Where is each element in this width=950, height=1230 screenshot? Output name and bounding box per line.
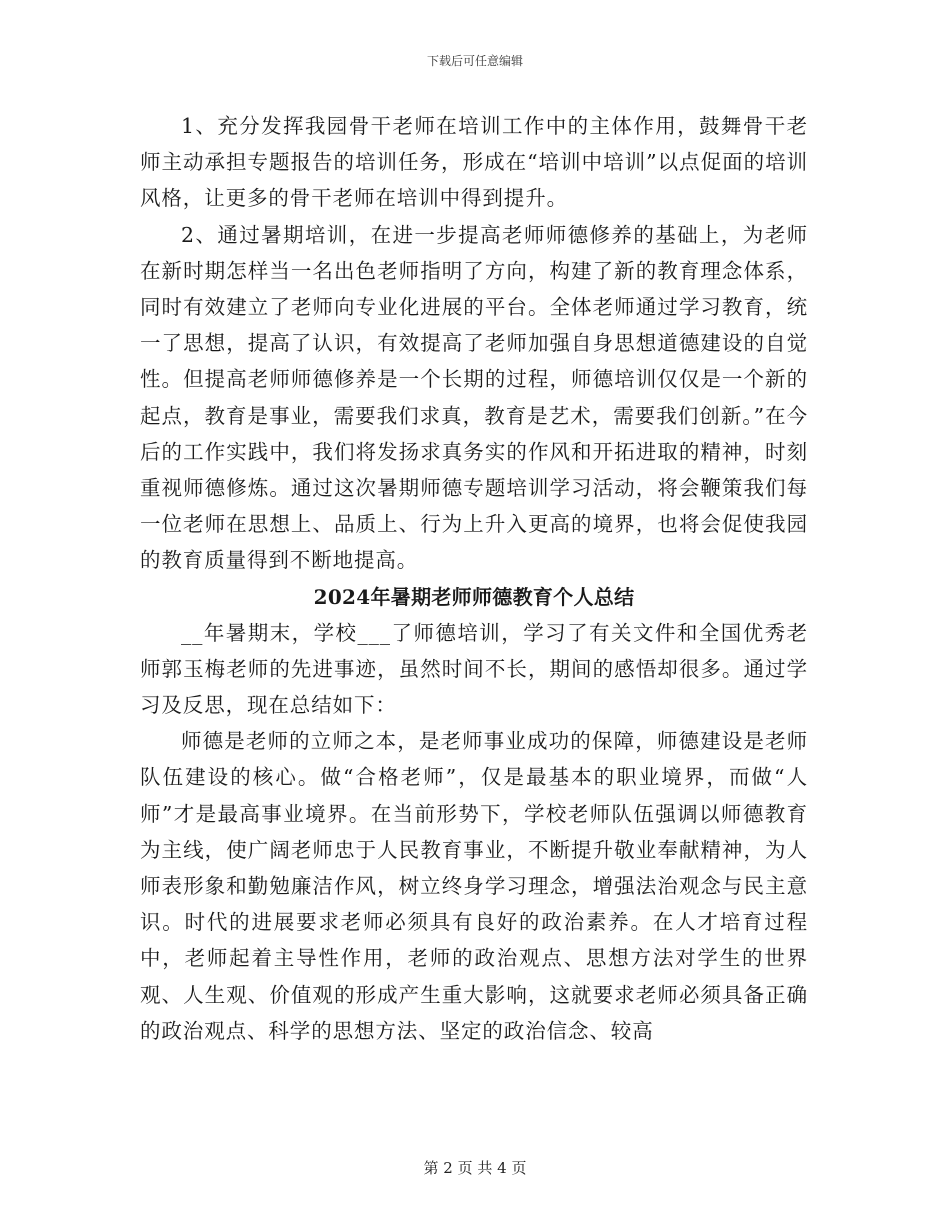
section-title: 2024年暑期老师师德教育个人总结 (313, 584, 635, 609)
paragraph-1: 1、充分发挥我园骨干老师在培训工作中的主体作用，鼓舞骨干老师主动承担专题报告的培训任务，形成在“培训中培训”以点促面的培训风格，让更多的骨干老师在培训中得到提升。 (140, 114, 808, 211)
paragraph-4: 师德是老师的立师之本，是老师事业成功的保障，师德建设是老师队伍建设的核心。做“合格老师”，仅是最基本的职业境界，而做“人师”才是最高事业境界。在当前形势下，学校老师队伍强调以师德教育为主线，使广阔老师忠于人民教育事业，不断提升敬业奉献精神，为人师表形象和勤勉廉洁作风，树立终身学习理念，增强法治观念与民主意识。时代的进展要求老师必须具有良好的政治素养。在人才培育过程中，老师起着主导性作用，老师的政治观点、思想方法对学生的世界观、人生观、价值观的形成产生重大影响，这就要求老师必须具备正确的政治观点、科学的思想方法、坚定的政治信念、较高 (140, 729, 808, 1043)
paragraph-2: 2、通过暑期培训，在进一步提高老师师德修养的基础上，为老师在新时期怎样当一名出色老师指明了方向，构建了新的教育理念体系，同时有效建立了老师向专业化进展的平台。全体老师通过学习教育，统一了思想，提高了认识，有效提高了老师加强自身思想道德建设的自觉性。但提高老师师德修养是一个长期的过程，师德培训仅仅是一个新的起点，教育是事业，需要我们求真，教育是艺术，需要我们创新。”在今后的工作实践中，我们将发扬求真务实的作风和开拓进取的精神，时刻重视师德修炼。通过这次暑期师德专题培训学习活动，将会鞭策我们每一位老师在思想上、品质上、行为上升入更高的境界，也将会促使我园的教育质量得到不断地提高。 (140, 222, 808, 573)
page-number: 第 2 页 共 4 页 (423, 1159, 527, 1177)
page-header: 下载后可任意编辑 (426, 54, 523, 68)
paragraph-3: __年暑期末，学校___了师德培训，学习了有关文件和全国优秀老师郭玉梅老师的先进事迹，虽然时间不长，期间的感悟却很多。通过学习及反思，现在总结如下： (140, 620, 808, 718)
document-body (140, 108, 808, 1049)
